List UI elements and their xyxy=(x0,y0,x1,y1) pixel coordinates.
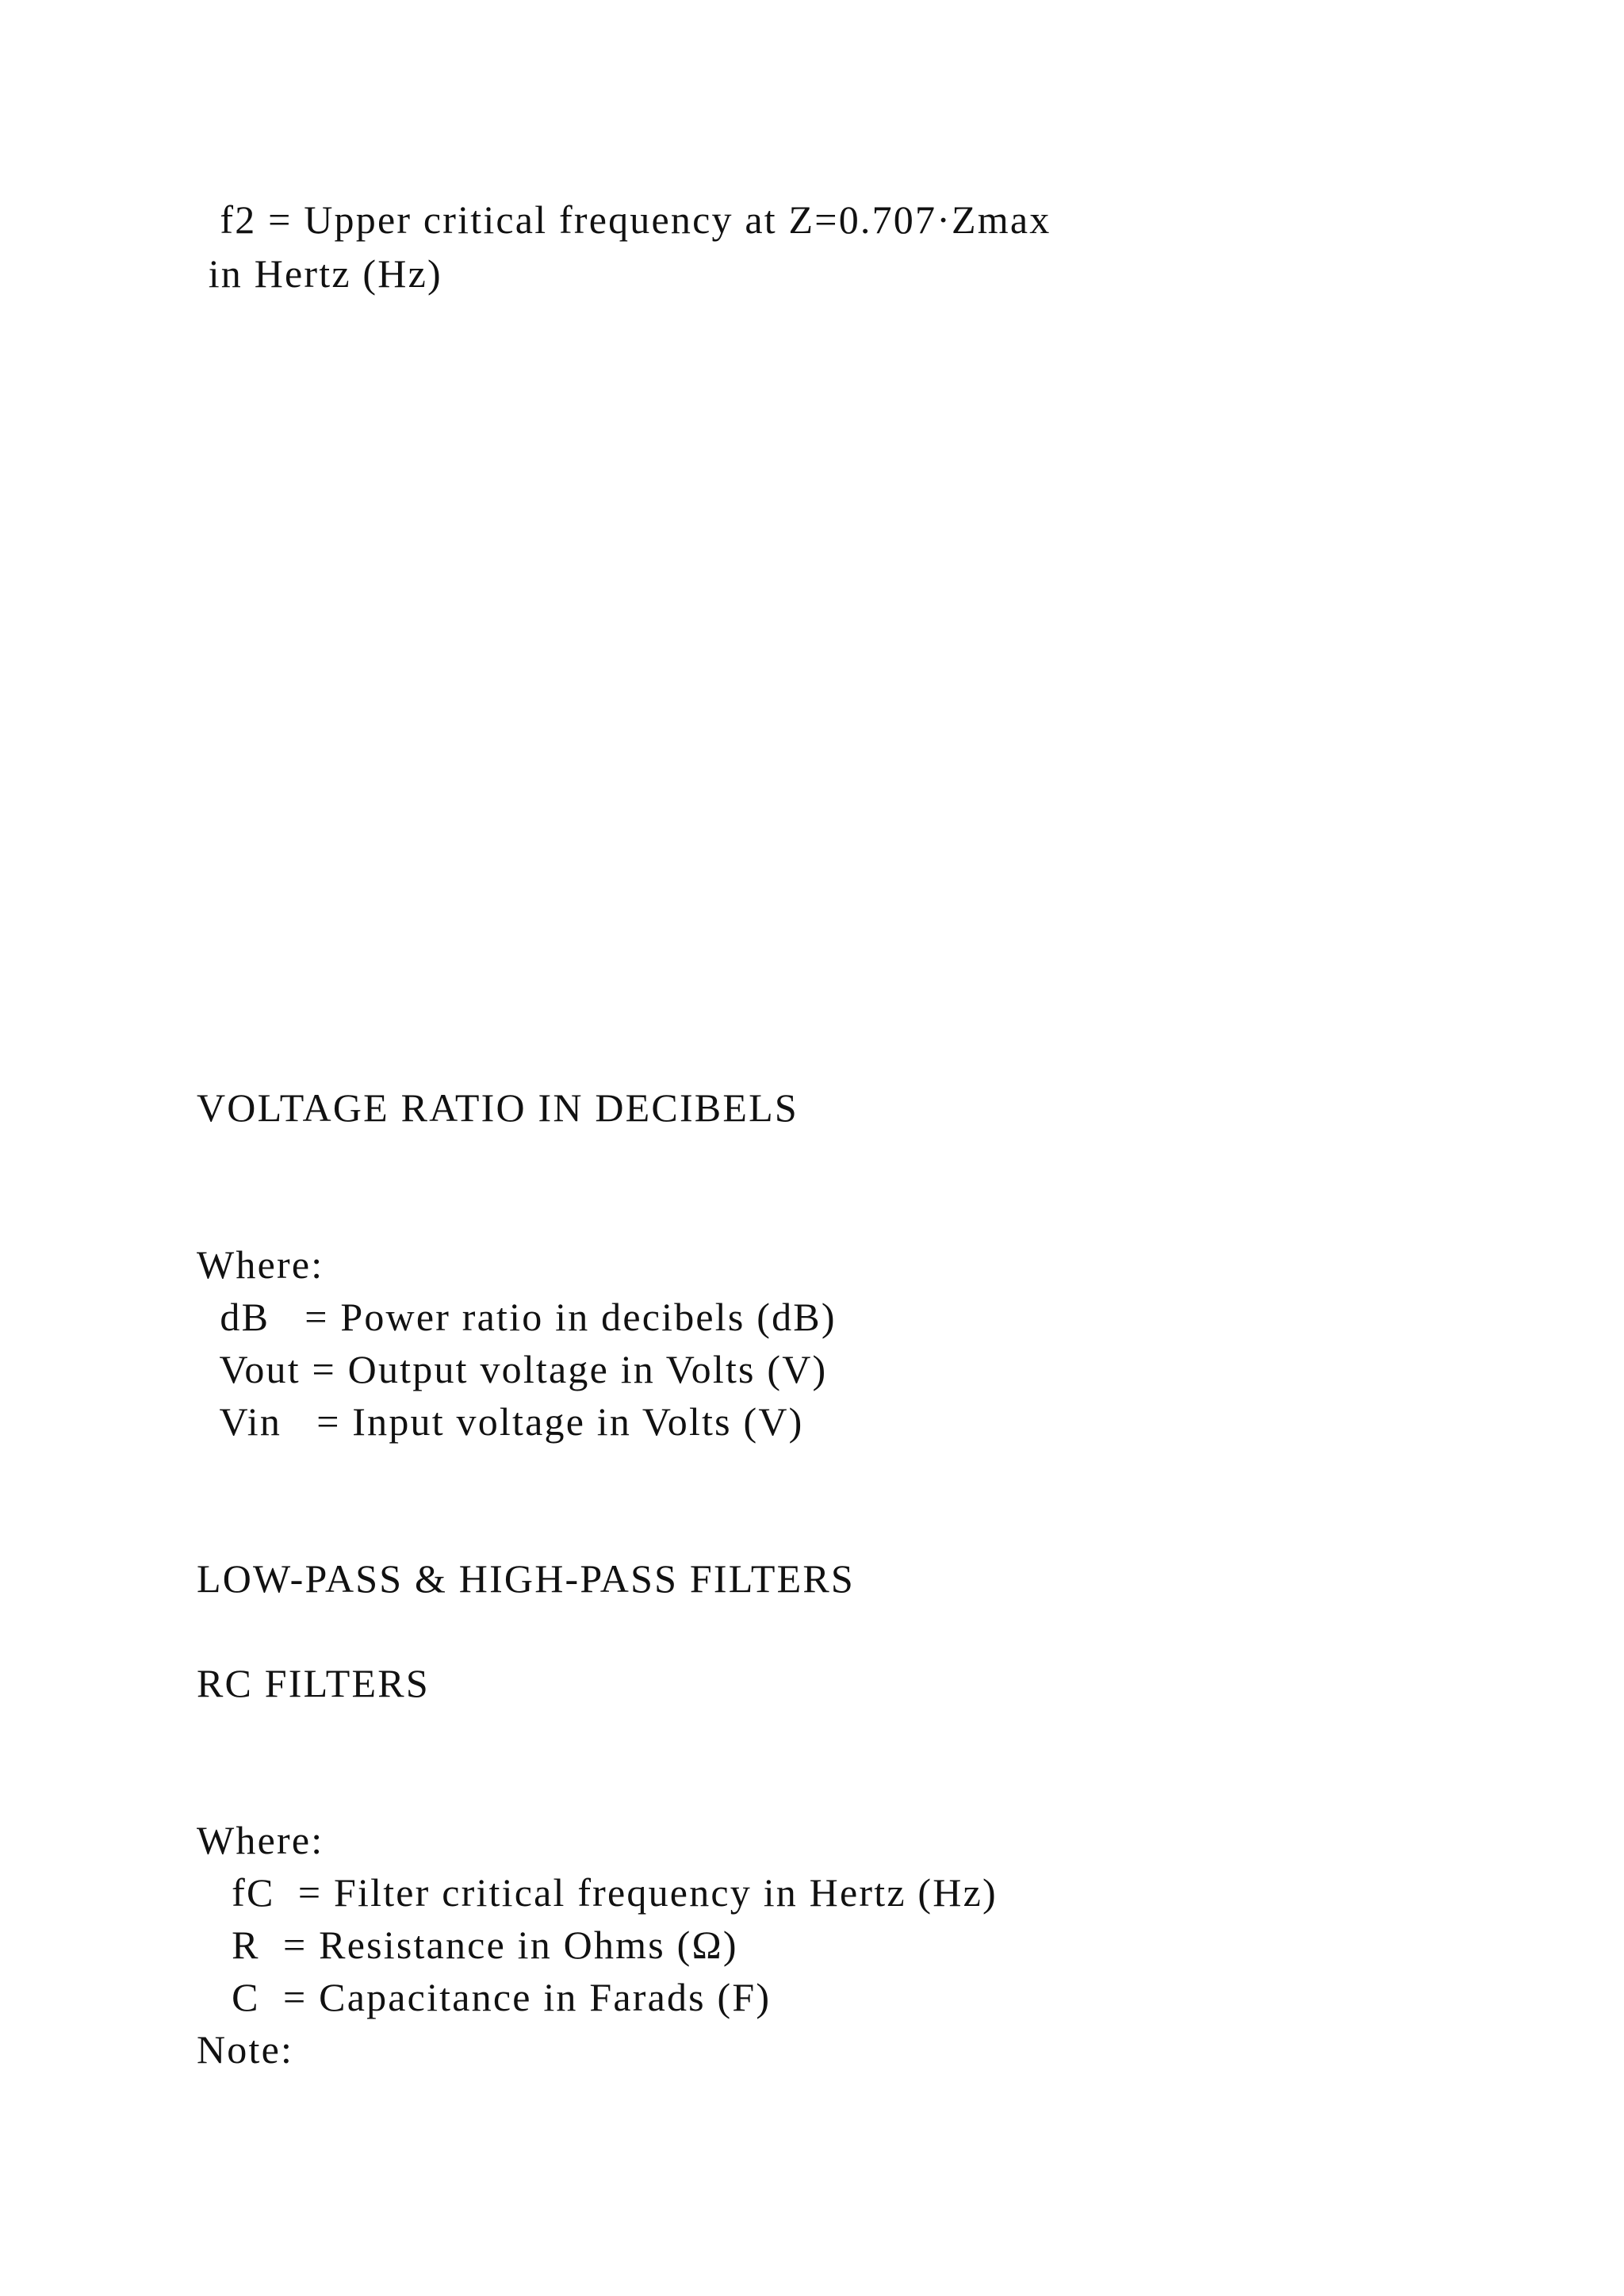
r-definition: R = Resistance in Ohms (Ω) xyxy=(197,1923,738,1967)
where-label-1: Where: xyxy=(197,1242,324,1287)
note-label: Note: xyxy=(197,2027,294,2072)
filters-heading: LOW-PASS & HIGH-PASS FILTERS xyxy=(197,1556,855,1601)
where-label-2: Where: xyxy=(197,1818,324,1862)
f2-definition: f2 = Upper critical frequency at Z=0.707·Zmax xyxy=(197,197,1051,242)
vin-definition: Vin = Input voltage in Volts (V) xyxy=(197,1399,804,1444)
vout-definition: Vout = Output voltage in Volts (V) xyxy=(197,1347,828,1391)
c-definition: C = Capacitance in Farads (F) xyxy=(197,1975,772,2019)
rc-filters-heading: RC FILTERS xyxy=(197,1661,430,1705)
f2-unit: in Hertz (Hz) xyxy=(197,251,442,296)
db-definition: dB = Power ratio in decibels (dB) xyxy=(197,1295,837,1339)
voltage-ratio-heading: VOLTAGE RATIO IN DECIBELS xyxy=(197,1085,799,1130)
fc-definition: fC = Filter critical frequency in Hertz (Hz) xyxy=(197,1870,998,1915)
